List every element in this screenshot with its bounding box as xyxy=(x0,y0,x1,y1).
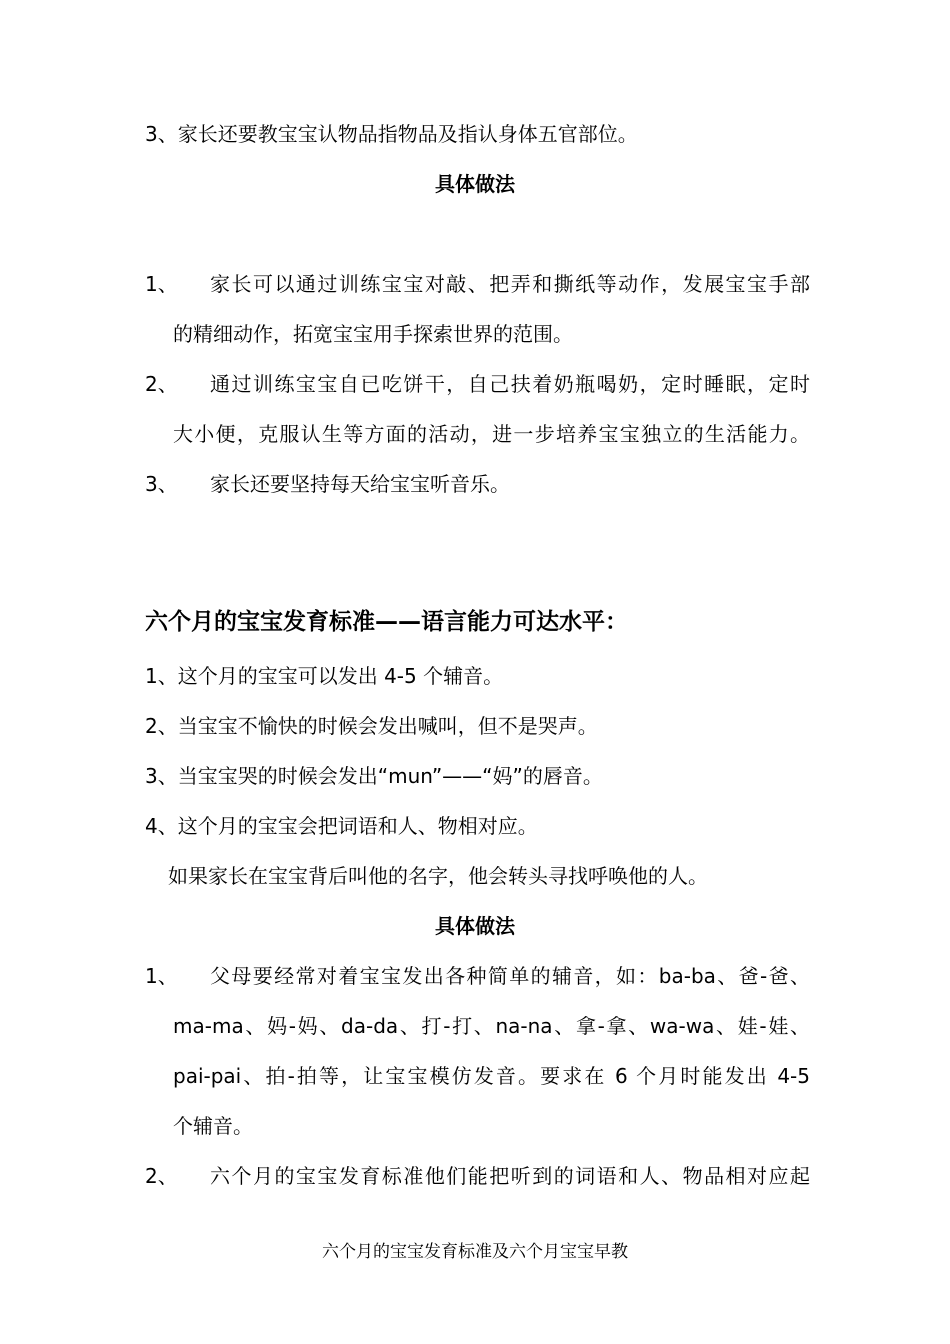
item-text: 通过训练宝宝自已吃饼干，自己扶着奶瓶喝奶，定时睡眠，定时 xyxy=(210,372,810,396)
item-number: 1、 xyxy=(145,964,178,988)
item-text: 父母要经常对着宝宝发出各种简单的辅音，如：ba-ba、爸-爸、 xyxy=(210,964,810,988)
page-footer: 六个月的宝宝发育标准及六个月宝宝早教 xyxy=(322,1242,628,1262)
section2-item-2 xyxy=(145,1162,810,1190)
item-number: 2、 xyxy=(145,1164,178,1188)
item-number: 3、 xyxy=(145,472,178,496)
item-number: 1、 xyxy=(145,272,178,296)
section2-item-1-continuation: pai-pai、拍-拍等，让宝宝模仿发音。要求在 6 个月时能发出 4-5 xyxy=(173,1064,810,1088)
section1-item-1-continuation: 的精细动作，拓宽宝宝用手探索世界的范围。 xyxy=(173,322,573,346)
section-heading: 六个月的宝宝发育标准——语言能力可达水平： xyxy=(145,609,628,635)
list-item-2: 2、当宝宝不愉快的时候会发出喊叫，但不是哭声。 xyxy=(145,714,598,738)
intro-line: 3、家长还要教宝宝认物品指物品及指认身体五官部位。 xyxy=(145,122,638,146)
item-text: 六个月的宝宝发育标准他们能把听到的词语和人、物品相对应起 xyxy=(210,1164,810,1188)
section1-item-3 xyxy=(145,470,810,498)
section1-item-1 xyxy=(145,270,810,298)
list-note: 如果家长在宝宝背后叫他的名字，他会转头寻找呼唤他的人。 xyxy=(168,864,708,888)
item-text: 家长可以通过训练宝宝对敲、把弄和撕纸等动作，发展宝宝手部 xyxy=(210,272,810,296)
section1-title: 具体做法 xyxy=(435,172,515,196)
section2-item-1-continuation: 个辅音。 xyxy=(173,1114,253,1138)
section1-item-2 xyxy=(145,370,810,398)
section2-title: 具体做法 xyxy=(435,914,515,938)
section1-item-2-continuation: 大小便，克服认生等方面的活动，进一步培养宝宝独立的生活能力。 xyxy=(173,422,810,446)
section2-item-1 xyxy=(145,962,810,990)
list-item-3: 3、当宝宝哭的时候会发出“mun”——“妈”的唇音。 xyxy=(145,764,603,788)
section2-item-1-continuation: ma-ma、妈-妈、da-da、打-打、na-na、拿-拿、wa-wa、娃-娃、 xyxy=(173,1014,810,1038)
item-number: 2、 xyxy=(145,372,178,396)
list-item-4: 4、这个月的宝宝会把词语和人、物相对应。 xyxy=(145,814,538,838)
item-text: 家长还要坚持每天给宝宝听音乐。 xyxy=(210,472,510,496)
list-item-1: 1、这个月的宝宝可以发出 4-5 个辅音。 xyxy=(145,664,504,688)
